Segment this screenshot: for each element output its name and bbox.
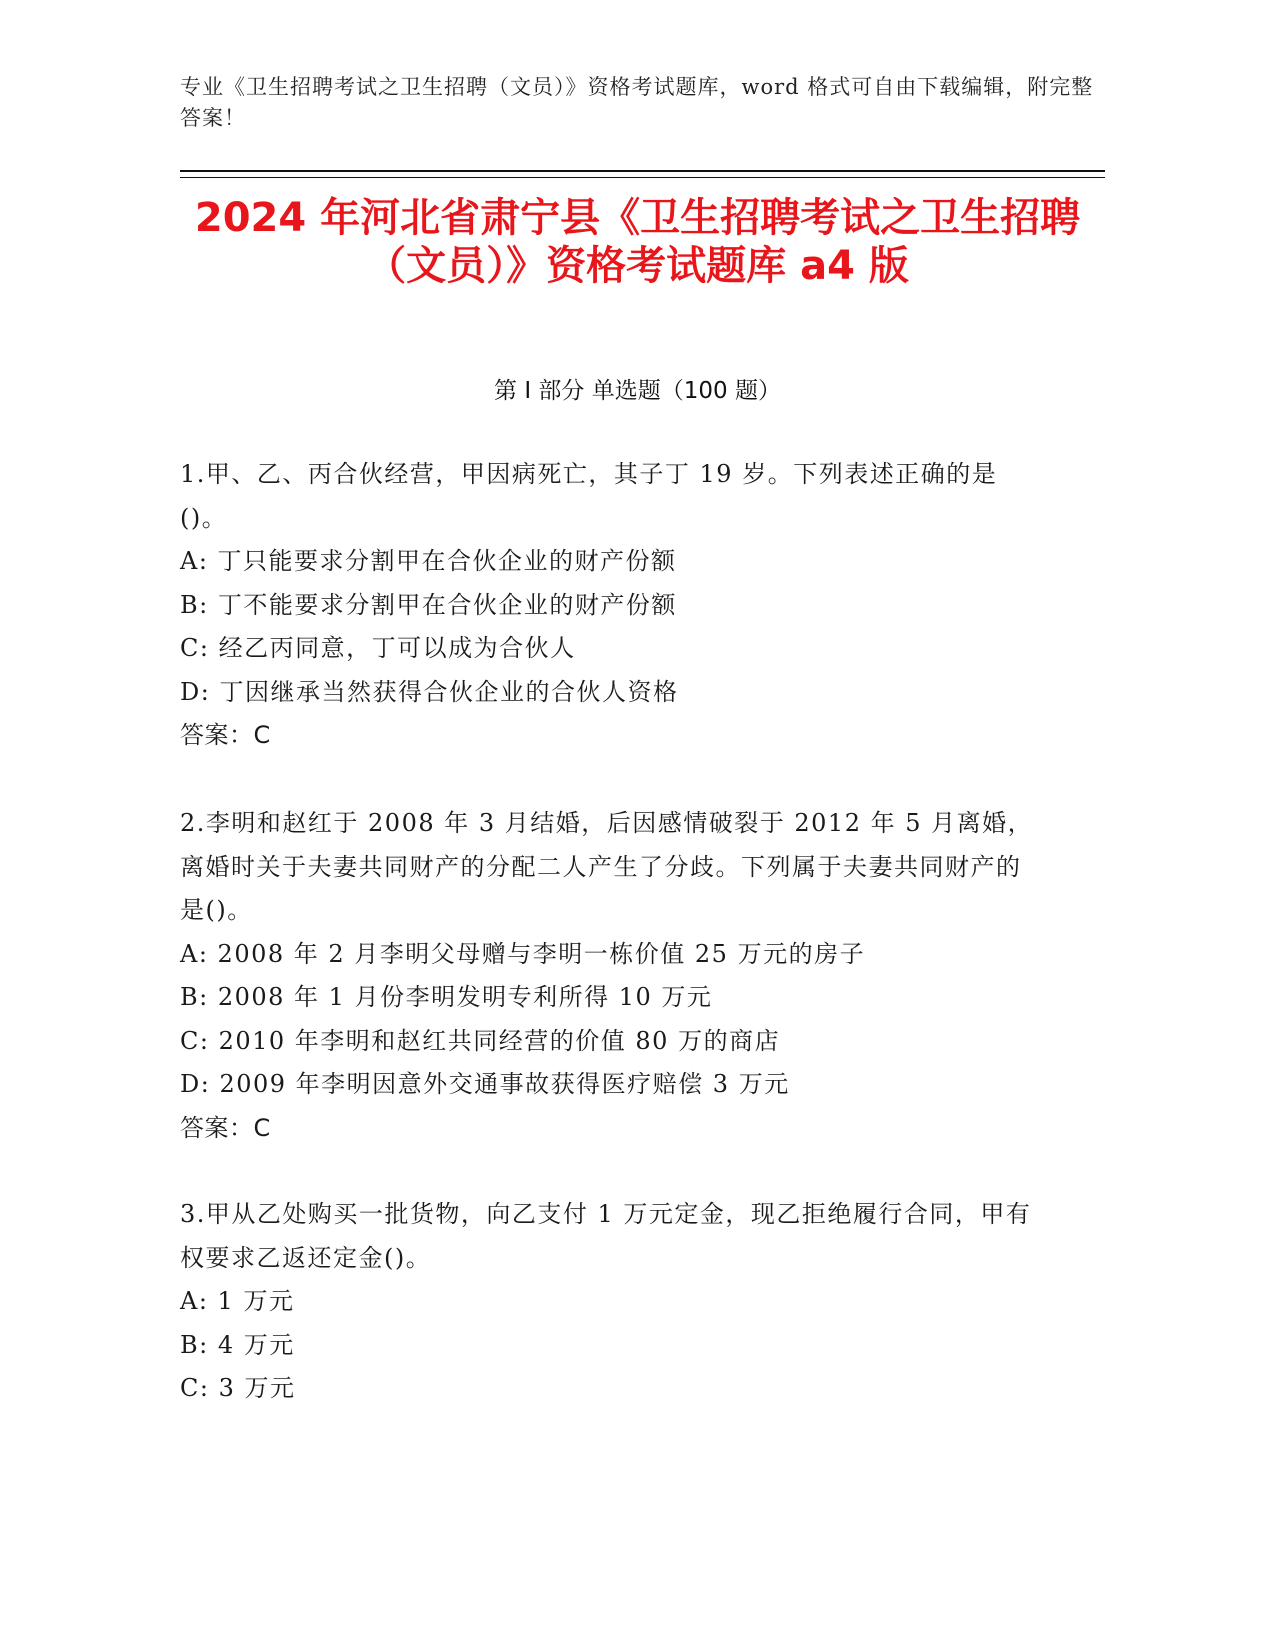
option-a: A: 1 万元: [180, 1287, 295, 1315]
answer-line: 答案：C: [180, 1113, 271, 1142]
section-heading: 第 I 部分 单选题（100 题）: [494, 378, 781, 404]
question-block: [180, 802, 1040, 1150]
option-d: D: 丁因继承当然获得合伙企业的合伙人资格: [180, 677, 679, 706]
header-divider-thin: [180, 177, 1105, 178]
option-b: B: 4 万元: [180, 1330, 295, 1359]
option-c: C: 2010 年李明和赵红共同经营的价值 80 万的商店: [180, 1026, 781, 1055]
header-divider-thick: [180, 170, 1105, 172]
question-block: [180, 453, 1040, 758]
header-note: 专业《卫生招聘考试之卫生招聘（文员）》资格考试题库，word 格式可自由下载编辑，附完整答案！: [180, 75, 1094, 130]
option-c: C: 经乙丙同意，丁可以成为合伙人: [180, 634, 576, 662]
question-stem: 2.李明和赵红于 2008 年 3 月结婚，后因感情破裂于 2012 年 5 月离婚，离婚时关于夫妻共同财产的分配二人产生了分歧。下列属于夫妻共同财产的是()。: [180, 809, 1034, 924]
option-b: B: 丁不能要求分割甲在合伙企业的财产份额: [180, 590, 677, 619]
option-d: D: 2009 年李明因意外交通事故获得医疗赔偿 3 万元: [180, 1070, 790, 1098]
option-c: C: 3 万元: [180, 1374, 296, 1402]
answer-line: 答案：C: [180, 721, 271, 749]
question-stem: 1.甲、乙、丙合伙经营，甲因病死亡，其子丁 19 岁。下列表述正确的是()。: [180, 460, 998, 532]
document-title: 2024 年河北省肃宁县《卫生招聘考试之卫生招聘（文员）》资格考试题库 a4 版: [194, 195, 1081, 289]
option-a: A: 2008 年 2 月李明父母赠与李明一栋价值 25 万元的房子: [180, 939, 866, 968]
question-stem: 3.甲从乙处购买一批货物，向乙支付 1 万元定金，现乙拒绝履行合同，甲有权要求乙返还定金()。: [180, 1200, 1032, 1272]
option-a: A: 丁只能要求分割甲在合伙企业的财产份额: [180, 547, 677, 575]
question-block: [180, 1193, 1040, 1411]
option-b: B: 2008 年 1 月份李明发明专利所得 10 万元: [180, 983, 713, 1011]
